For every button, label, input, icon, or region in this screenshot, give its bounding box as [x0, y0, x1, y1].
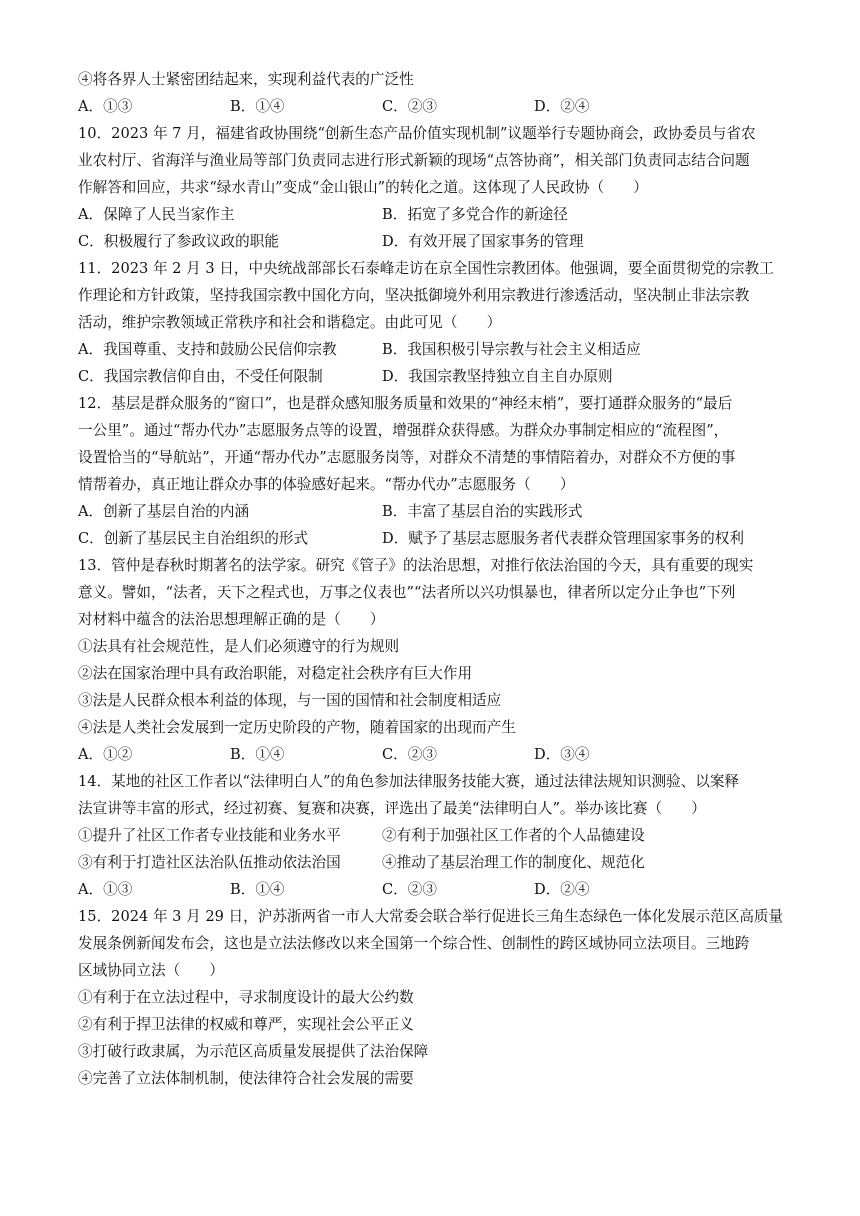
question-14-stem: 14．某地的社区工作者以“法律明白人”的角色参加法律服务技能大赛，通过法律法规知识测验、以案释 [78, 773, 740, 790]
question-11-stem: 作理论和方针政策，坚持我国宗教中国化方向，坚决抵御境外利用宗教进行渗透活动，坚决制止非法宗教 [78, 287, 750, 304]
options-row [78, 336, 788, 363]
question-10-stem: 10．2023 年 7 月，福建省政协围绕“创新生态产品价值实现机制”议题举行专题协商会，政协委员与省农 [78, 125, 756, 142]
statement-line: ④完善了立法体制机制，使法律符合社会发展的需要 [78, 1070, 414, 1087]
statement-2: ②有利于加强社区工作者的个人品德建设 [382, 827, 645, 844]
question-11-stem: 活动，维护宗教领域正常秩序和社会和谐稳定。由此可见（ ） [78, 314, 502, 331]
options-row [78, 93, 788, 120]
question-11-stem: 11．2023 年 2 月 3 日，中央统战部部长石泰峰走访在京全国性宗教团体。他强调，要全面贯彻党的宗教工 [78, 260, 774, 277]
option-c[interactable]: C．积极履行了参政议政的职能 [78, 233, 279, 250]
option-d[interactable]: D．有效开展了国家事务的管理 [382, 233, 584, 250]
statement-line: ①有利于在立法过程中，寻求制度设计的最大公约数 [78, 989, 414, 1006]
question-12-stem: 12．基层是群众服务的“窗口”，也是群众感知服务质量和效果的“神经末梢”，要打通群众服务的“最后 [78, 395, 733, 412]
statement-line: ③法是人民群众根本利益的体现，与一国的国情和社会制度相适应 [78, 692, 502, 709]
option-c[interactable]: C．②③ [382, 881, 437, 898]
question-10-stem: 作解答和回应，共求“绿水青山”变成“金山银山”的转化之道。这体现了人民政协（ ） [78, 179, 648, 196]
option-a[interactable]: A．我国尊重、支持和鼓励公民信仰宗教 [78, 341, 337, 358]
statement-line: ④法是人类社会发展到一定历史阶段的产物，随着国家的出现而产生 [78, 719, 516, 736]
option-a[interactable]: A．①② [78, 746, 133, 763]
question-15-stem: 发展条例新闻发布会，这也是立法法修改以来全国第一个综合性、创制性的跨区域协同立法项目。三地跨 [78, 935, 750, 952]
question-15-stem: 15．2024 年 3 月 29 日，沪苏浙两省一市人大常委会联合举行促进长三角生态绿色一体化发展示范区高质量 [78, 908, 784, 925]
question-15-stem: 区域协同立法（ ） [78, 962, 224, 979]
option-b[interactable]: B．拓宽了多党合作的新途径 [382, 206, 568, 223]
exam-page [78, 66, 788, 1092]
statement-4: ④推动了基层治理工作的制度化、规范化 [382, 854, 645, 871]
option-a[interactable]: A．①③ [78, 881, 133, 898]
options-row [78, 876, 788, 903]
question-13-stem: 对材料中蕴含的法治思想理解正确的是（ ） [78, 611, 385, 628]
option-d[interactable]: D．②④ [534, 98, 590, 115]
question-10-stem: 业农村厅、省海洋与渔业局等部门负责同志进行形式新颖的现场“点答协商”，相关部门负责同志结合问题 [78, 152, 750, 169]
statements-row [78, 822, 788, 849]
options-row [78, 498, 788, 525]
options-row [78, 228, 788, 255]
statement-line: ②法在国家治理中具有政治职能，对稳定社会秩序有巨大作用 [78, 665, 473, 682]
option-d[interactable]: D．②④ [534, 881, 590, 898]
option-c[interactable]: C．②③ [382, 98, 437, 115]
statements-row [78, 849, 788, 876]
option-a[interactable]: A．保障了人民当家作主 [78, 206, 235, 223]
statement-line: ①法具有社会规范性，是人们必须遵守的行为规则 [78, 638, 400, 655]
statement-line: ④将各界人士紧密团结起来，实现利益代表的广泛性 [78, 71, 414, 88]
option-c[interactable]: C．创新了基层民主自治组织的形式 [78, 530, 309, 547]
statement-line: ③打破行政隶属，为示范区高质量发展提供了法治保障 [78, 1043, 429, 1060]
question-12-stem: 情帮着办，真正地让群众办事的体验感好起来。“帮办代办”志愿服务（ ） [78, 476, 575, 493]
option-a[interactable]: A．①③ [78, 98, 133, 115]
option-d[interactable]: D．赋予了基层志愿服务者代表群众管理国家事务的权利 [382, 530, 744, 547]
option-c[interactable]: C．我国宗教信仰自由，不受任何限制 [78, 368, 323, 385]
statement-1: ①提升了社区工作者专业技能和业务水平 [78, 827, 341, 844]
options-row [78, 363, 788, 390]
options-row [78, 201, 788, 228]
statement-3: ③有利于打造社区法治队伍推动依法治国 [78, 854, 341, 871]
question-14-stem: 法宣讲等丰富的形式，经过初赛、复赛和决赛，评选出了最美“法律明白人”。举办该比赛（ ） [78, 800, 706, 817]
option-d[interactable]: D．我国宗教坚持独立自主自办原则 [382, 368, 613, 385]
option-b[interactable]: B．我国积极引导宗教与社会主义相适应 [382, 341, 641, 358]
option-b[interactable]: B．①④ [230, 98, 285, 115]
option-c[interactable]: C．②③ [382, 746, 437, 763]
options-row [78, 525, 788, 552]
options-row [78, 741, 788, 768]
option-b[interactable]: B．①④ [230, 881, 285, 898]
option-d[interactable]: D．③④ [534, 746, 590, 763]
option-a[interactable]: A．创新了基层自治的内涵 [78, 503, 250, 520]
question-13-stem: 13．管仲是春秋时期著名的法学家。研究《管子》的法治思想，对推行依法治国的今天，具有重要的现实 [78, 557, 754, 574]
statement-line: ②有利于捍卫法律的权威和尊严，实现社会公平正义 [78, 1016, 414, 1033]
question-13-stem: 意义。譬如，“法者，天下之程式也，万事之仪表也”“法者所以兴功惧暴也，律者所以定分止争也”下列 [78, 584, 736, 601]
question-12-stem: 一公里”。通过“帮办代办”志愿服务点等的设置，增强群众获得感。为群众办事制定相应的“流程图”， [78, 422, 729, 439]
option-b[interactable]: B．①④ [230, 746, 285, 763]
question-12-stem: 设置恰当的“导航站”，开通“帮办代办”志愿服务岗等，对群众不清楚的事情陪着办，对群众不方便的事 [78, 449, 736, 466]
option-b[interactable]: B．丰富了基层自治的实践形式 [382, 503, 583, 520]
